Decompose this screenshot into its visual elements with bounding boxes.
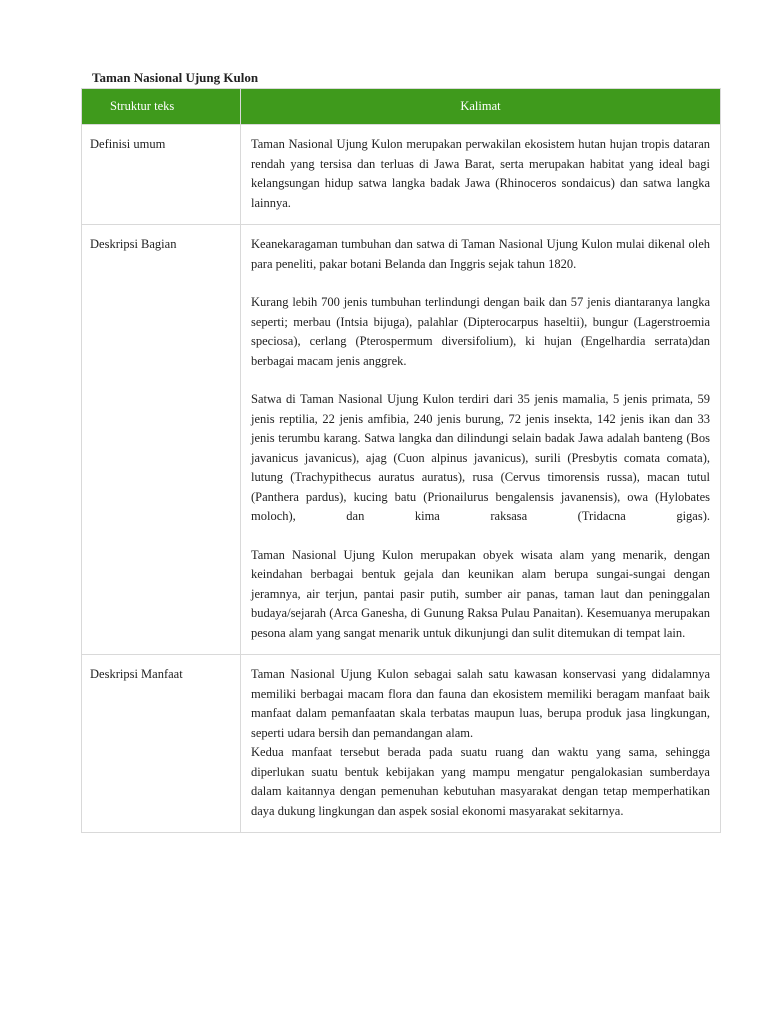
table-row-definisi-umum xyxy=(82,125,721,225)
text-definisi-umum xyxy=(241,125,721,225)
label-definisi-umum: Definisi umum xyxy=(82,125,241,225)
paragraph: Taman Nasional Ujung Kulon merupakan perwakilan ekosistem hutan hujan tropis dataran rendah yang tersisa dan terluas di Jawa Barat, serta merupakan habitat yang ideal bagi kelangsungan hidup satwa langka badak Jawa (Rhinoceros sondaicus) dan satwa langka lainnya. xyxy=(251,137,710,210)
paragraph: Satwa di Taman Nasional Ujung Kulon terdiri dari 35 jenis mamalia, 5 jenis primata, 59 jenis reptilia, 22 jenis amfibia, 240 jenis burung, 72 jenis insekta, 142 jenis ikan dan 33 jenis terumbu karang. Satwa langka dan dilindungi selain badak Jawa adalah banteng (Bos javanicus javanicus), ajag (Cuon alpinus javanicus), surili (Presbytis comata comata), lutung (Trachypithecus auratus auratus), rusa (Cervus timorensis russa), macan tutul (Panthera pardus), kucing batu (Prionailurus bengalensis javanensis), owa (Hylobates moloch), dan kima raksasa (Tridacna gigas). xyxy=(251,392,710,523)
table-row-deskripsi-bagian xyxy=(82,225,721,655)
paragraph: Taman Nasional Ujung Kulon sebagai salah satu kawasan konservasi yang didalamnya memiliki berbagai macam flora dan fauna dan ekosistem memiliki beragam manfaat baik manfaat dalam pemanfaatan skala terbatas maupun luas, berupa produk jasa lingkungan, seperti udara bersih dan pemandangan alam. xyxy=(251,667,710,740)
label-deskripsi-manfaat: Deskripsi Manfaat xyxy=(82,655,241,833)
paragraph: Kurang lebih 700 jenis tumbuhan terlindungi dengan baik dan 57 jenis diantaranya langka seperti; merbau (Intsia bijuga), palahlar (Dipterocarpus haseltii), bungur (Lagerstroemia speciosa), cerlang (Pterospermum diversifolium), ki hujan (Engelhardia serrata)dan berbagai macam jenis anggrek. xyxy=(251,295,710,368)
text-deskripsi-manfaat xyxy=(241,655,721,833)
document-title: Taman Nasional Ujung Kulon xyxy=(92,70,259,85)
table-header-row xyxy=(82,89,721,125)
header-struktur-teks: Struktur teks xyxy=(82,89,241,125)
paragraph: Taman Nasional Ujung Kulon merupakan obyek wisata alam yang menarik, dengan keindahan berbagai bentuk gejala dan keunikan alam berupa sungai-sungai dengan jeramnya, air terjun, pantai pasir putih, sumber air panas, taman laut dan peninggalan budaya/sejarah (Arca Ganesha, di Gunung Raksa Pulau Panaitan). Kesemuanya merupakan pesona alam yang sangat menarik untuk dikunjungi dan sulit ditemukan di tempat lain. xyxy=(251,547,710,640)
paragraph: Kedua manfaat tersebut berada pada suatu ruang dan waktu yang sama, sehingga diperlukan suatu bentuk kebijakan yang mampu mengatur pengalokasian sumberdaya dalam kaitannya dengan pemenuhan kebutuhan masyarakat dengan tetap memperhatikan daya dukung lingkungan dan aspek sosial ekonomi masyarakat sekitarnya. xyxy=(251,745,710,818)
table-row-deskripsi-manfaat xyxy=(82,655,721,833)
text-deskripsi-bagian xyxy=(241,225,721,655)
header-kalimat: Kalimat xyxy=(241,89,721,125)
paragraph: Keanekaragaman tumbuhan dan satwa di Taman Nasional Ujung Kulon mulai dikenal oleh para peneliti, pakar botani Belanda dan Inggris sejak tahun 1820. xyxy=(251,237,710,271)
label-deskripsi-bagian: Deskripsi Bagian xyxy=(82,225,241,655)
structure-table xyxy=(81,88,721,833)
